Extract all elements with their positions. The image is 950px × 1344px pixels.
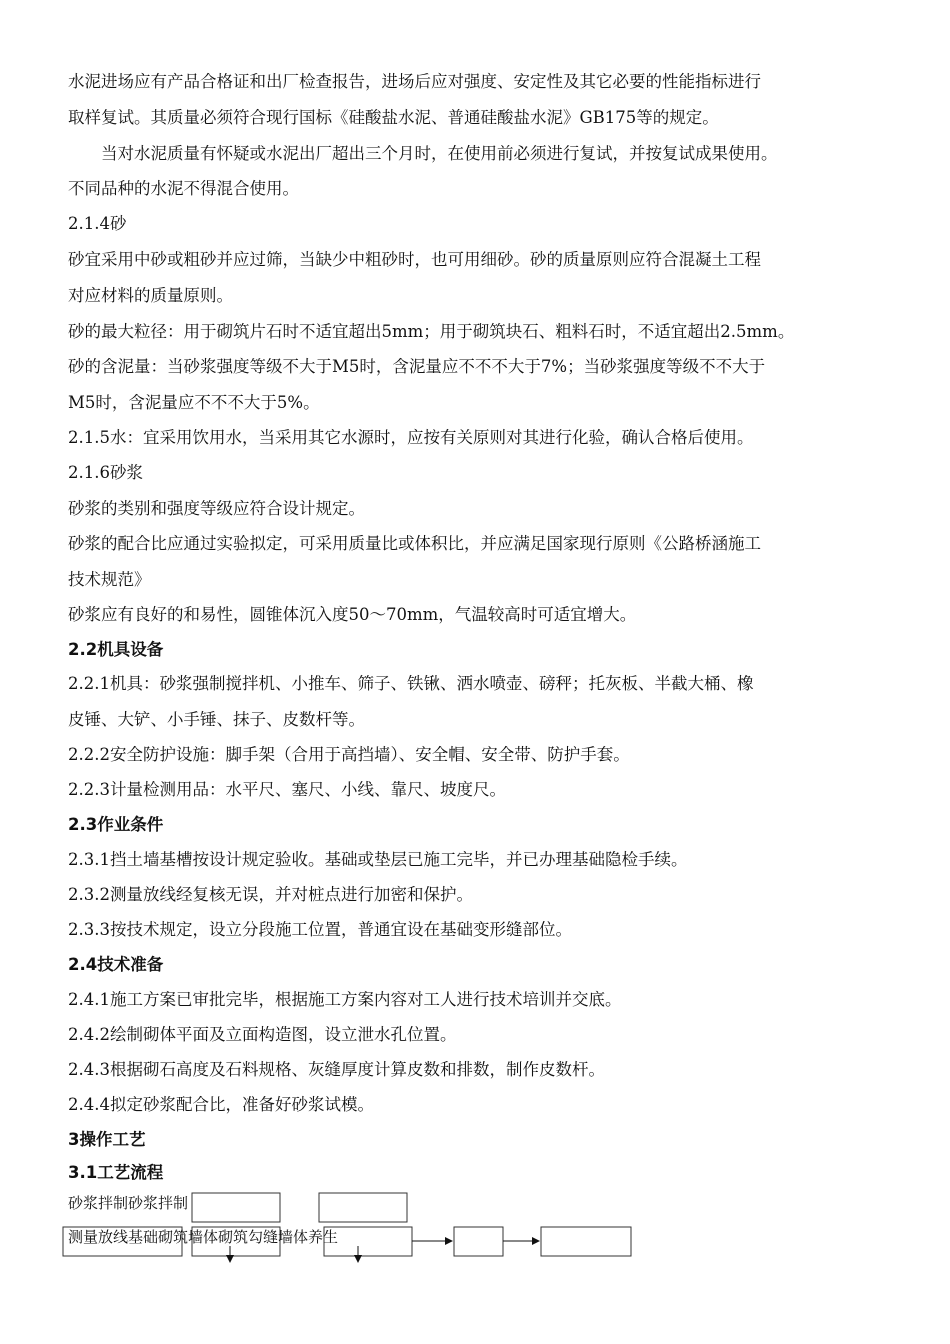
section-heading: 3.1工艺流程 (68, 1163, 164, 1182)
text-line: 2.3.3按技术规定，设立分段施工位置，普通宜设在基础变形缝部位。 (68, 920, 572, 939)
flow-box (319, 1193, 407, 1222)
text-line: 砂浆的配合比应通过实验拟定，可采用质量比或体积比，并应满足国家现行原则《公路桥涵施工 (68, 534, 761, 553)
text-line: 2.4.1施工方案已审批完毕，根据施工方案内容对工人进行技术培训并交底。 (68, 990, 622, 1009)
text-line: 2.3.1挡土墙基槽按设计规定验收。基础或垫层已施工完毕，并已办理基础隐检手续。 (68, 850, 688, 869)
text-line: 2.4.4拟定砂浆配合比，准备好砂浆试模。 (68, 1095, 374, 1114)
text-line: 2.4.3根据砌石高度及石料规格、灰缝厚度计算皮数和排数，制作皮数杆。 (68, 1060, 605, 1079)
text-line: 不同品种的水泥不得混合使用。 (68, 179, 299, 198)
text-line: 砂宜采用中砂或粗砂并应过筛，当缺少中粗砂时，也可用细砂。砂的质量原则应符合混凝土工程 (68, 250, 761, 269)
flow-top-label: 砂浆拌制砂浆拌制 (68, 1194, 189, 1212)
text-line: 砂的含泥量：当砂浆强度等级不大于M5时，含泥量应不不不大于7%；当砂浆强度等级不不大于 (68, 357, 766, 376)
flow-box (192, 1193, 280, 1222)
text-line: 2.3.2测量放线经复核无误，并对桩点进行加密和保护。 (68, 885, 473, 904)
text-line: 砂浆应有良好的和易性，圆锥体沉入度50～70mm，气温较高时可适宜增大。 (68, 605, 637, 624)
text-line: 2.2.2安全防护设施：脚手架（合用于高挡墙）、安全帽、安全带、防护手套。 (68, 745, 630, 764)
text-line: 2.2.3计量检测用品：水平尺、塞尺、小线、靠尺、坡度尺。 (68, 780, 506, 799)
section-heading: 2.1.6砂浆 (68, 463, 143, 482)
section-heading: 2.3作业条件 (68, 815, 164, 834)
text-line: 对应材料的质量原则。 (68, 286, 233, 305)
flow-bottom-label: 测量放线基础砌筑墙体砌筑勾缝墙体养生 (68, 1228, 339, 1246)
text-line: M5时，含泥量应不不不大于5%。 (68, 393, 320, 412)
text-line: 当对水泥质量有怀疑或水泥出厂超出三个月时，在使用前必须进行复试，并按复试成果使用。 (68, 144, 778, 163)
text-line: 2.2.1机具：砂浆强制搅拌机、小推车、筛子、铁锹、洒水喷壶、磅秤；托灰板、半截大桶、橡 (68, 674, 754, 693)
section-heading: 3操作工艺 (68, 1130, 146, 1149)
section-heading: 2.1.4砂 (68, 214, 127, 233)
flow-box (454, 1227, 503, 1256)
text-line: 技术规范》 (68, 570, 151, 589)
section-heading: 2.4技术准备 (68, 955, 164, 974)
text-line: 水泥进场应有产品合格证和出厂检查报告，进场后应对强度、安定性及其它必要的性能指标进行 (68, 72, 761, 91)
text-line: 砂浆的类别和强度等级应符合设计规定。 (68, 499, 365, 518)
text-line: 皮锤、大铲、小手锤、抹子、皮数杆等。 (68, 710, 365, 729)
section-heading: 2.2机具设备 (68, 640, 164, 659)
text-line: 取样复试。其质量必须符合现行国标《硅酸盐水泥、普通硅酸盐水泥》GB175等的规定。 (68, 108, 719, 127)
text-line: 2.4.2绘制砌体平面及立面构造图，设立泄水孔位置。 (68, 1025, 457, 1044)
text-line: 2.1.5水：宜采用饮用水，当采用其它水源时，应按有关原则对其进行化验，确认合格后使用。 (68, 428, 754, 447)
flow-box (541, 1227, 631, 1256)
text-line: 砂的最大粒径：用于砌筑片石时不适宜超出5mm；用于砌筑块石、粗料石时，不适宜超出2.5mm。 (68, 322, 795, 341)
